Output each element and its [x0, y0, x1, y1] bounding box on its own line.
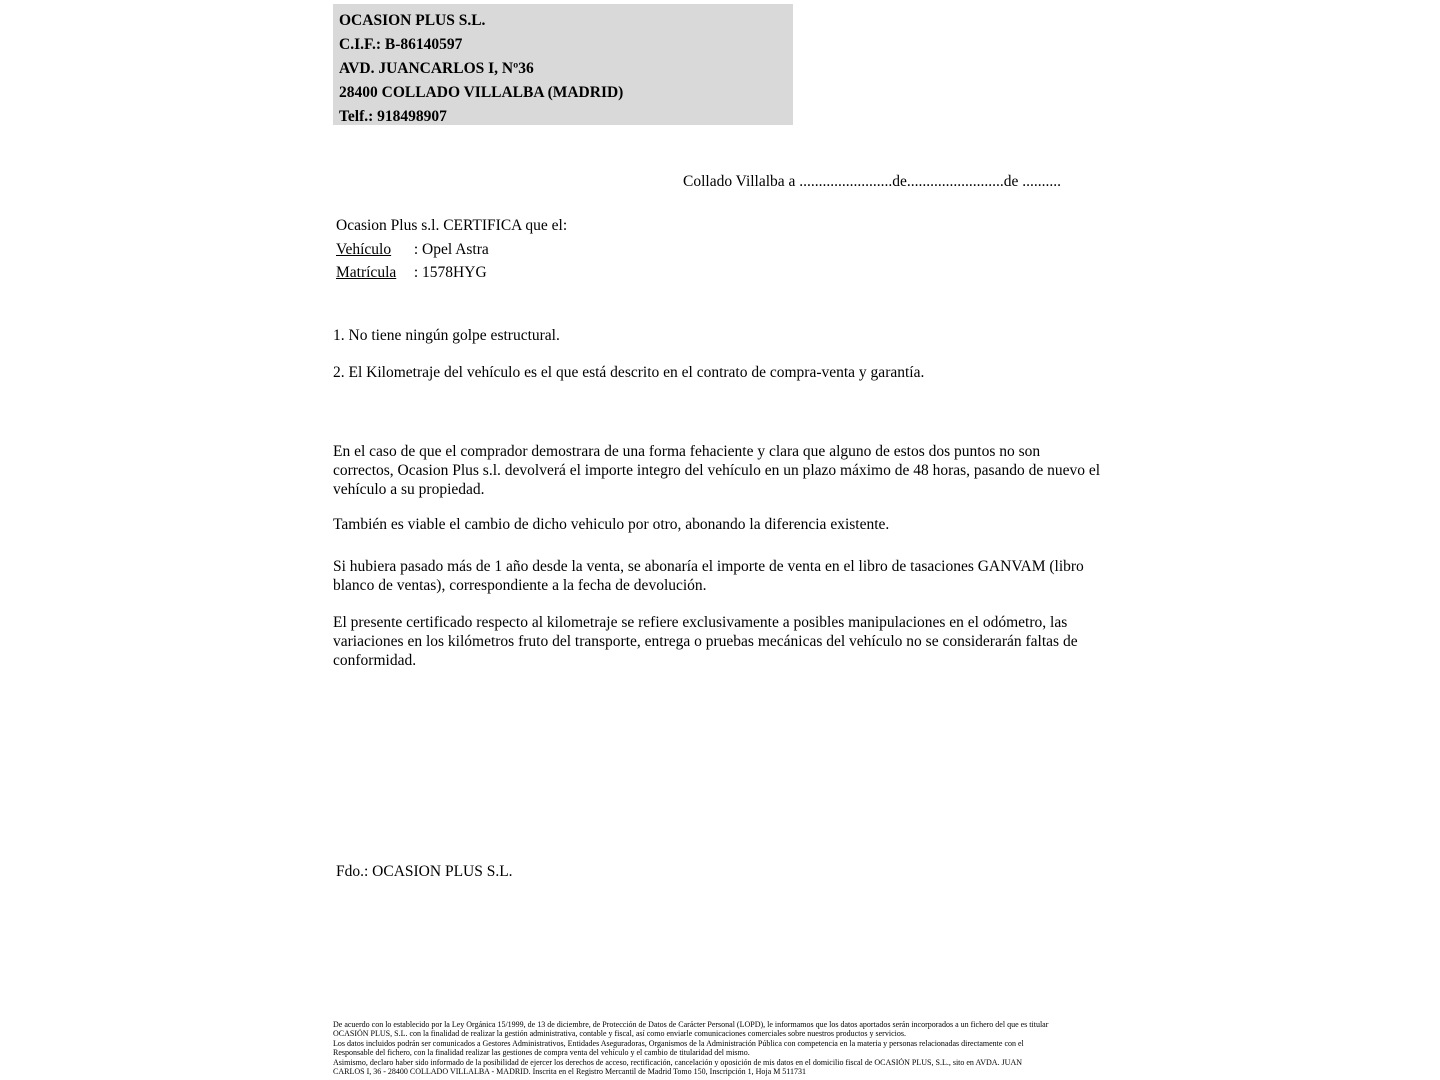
- date-line: Collado Villalba a ........................de.........................de ..........: [683, 173, 1062, 190]
- plate-value: : 1578HYG: [413, 264, 487, 281]
- point-1: 1. No tiene ningún golpe estructural.: [333, 327, 560, 344]
- legal-footer-line: De acuerdo con lo establecido por la Ley Orgánica 15/1999, de 13 de diciembre, de Protección de Datos de Carácter Personal (LOPD), le informamos que los datos aportados serán incorporados a un fichero del que es titular: [333, 1020, 1049, 1029]
- legal-footer-line: Asimismo, declaro haber sido informado de la posibilidad de ejercer los derechos de acceso, rectificación, cancelación y oposición de mis datos en el domicilio fiscal de OCASIÓN PLUS, S.L., sito en AVDA. JUAN: [333, 1057, 1023, 1067]
- plate-line: [336, 264, 487, 282]
- paragraph-ganvam: Si hubiera pasado más de 1 año desde la venta, se abonaría el importe de venta en el libro de tasaciones GANVAM (libro blanco de ventas), correspondiente a la fecha de devolución.: [333, 558, 1084, 594]
- paragraph-refund: En el caso de que el comprador demostrara de una forma fehaciente y clara que alguno de estos dos puntos no son correctos, Ocasion Plus s.l. devolverá el importe integro del vehículo en un plazo máximo de 48 horas, pasando de nuevo el vehículo a su propiedad.: [333, 443, 1101, 498]
- plate-label: Matrícula: [336, 264, 397, 281]
- vehicle-line: [336, 241, 489, 259]
- signature-line: Fdo.: OCASION PLUS S.L.: [336, 863, 513, 880]
- cif-line: C.I.F.: B-86140597: [339, 36, 463, 53]
- legal-footer-line: Los datos incluidos podrán ser comunicados a Gestores Administrativos, Entidades Aseguradoras, Organismos de la Administración Pública con competencia en la materia y personas relacionadas directamente con el: [333, 1038, 1024, 1048]
- legal-footer: [333, 1020, 1123, 1076]
- paragraph-exchange: También es viable el cambio de dicho vehiculo por otro, abonando la diferencia existente.: [333, 516, 890, 533]
- address-line: AVD. JUANCARLOS I, Nº36: [339, 60, 534, 77]
- vehicle-label: Vehículo: [336, 241, 392, 258]
- point-2: 2. El Kilometraje del vehículo es el que está descrito en el contrato de compra-venta y garantía.: [333, 364, 925, 381]
- company-name: OCASION PLUS S.L.: [339, 12, 486, 29]
- paragraph-odometer: El presente certificado respecto al kilometraje se refiere exclusivamente a posibles manipulaciones en el odómetro, las variaciones en los kilómetros fruto del transporte, entrega o pruebas mecánicas del vehículo no se considerarán faltas de conformidad.: [333, 614, 1078, 669]
- vehicle-value: : Opel Astra: [413, 241, 489, 258]
- legal-footer-line: Responsable del fichero, con la finalidad realizar las gestiones de compra venta del vehículo y el cambio de titularidad del mismo.: [333, 1048, 750, 1058]
- phone-line: Telf.: 918498907: [339, 108, 447, 125]
- city-line: 28400 COLLADO VILLALBA (MADRID): [339, 84, 624, 101]
- legal-footer-line: OCASIÓN PLUS, S.L. con la finalidad de realizar la gestión administrativa, contable y fiscal, así como enviarle comunicaciones comerciales sobre nuestros productos y servicios.: [333, 1029, 906, 1039]
- certify-intro: Ocasion Plus s.l. CERTIFICA que el:: [336, 217, 568, 234]
- letterhead-box: [333, 4, 793, 125]
- legal-footer-line: CARLOS I, 36 - 28400 COLLADO VILLALBA - MADRID. Inscrita en el Registro Mercantil de Madrid Tomo 150, Inscripción 1, Hoja M 511731: [333, 1067, 807, 1077]
